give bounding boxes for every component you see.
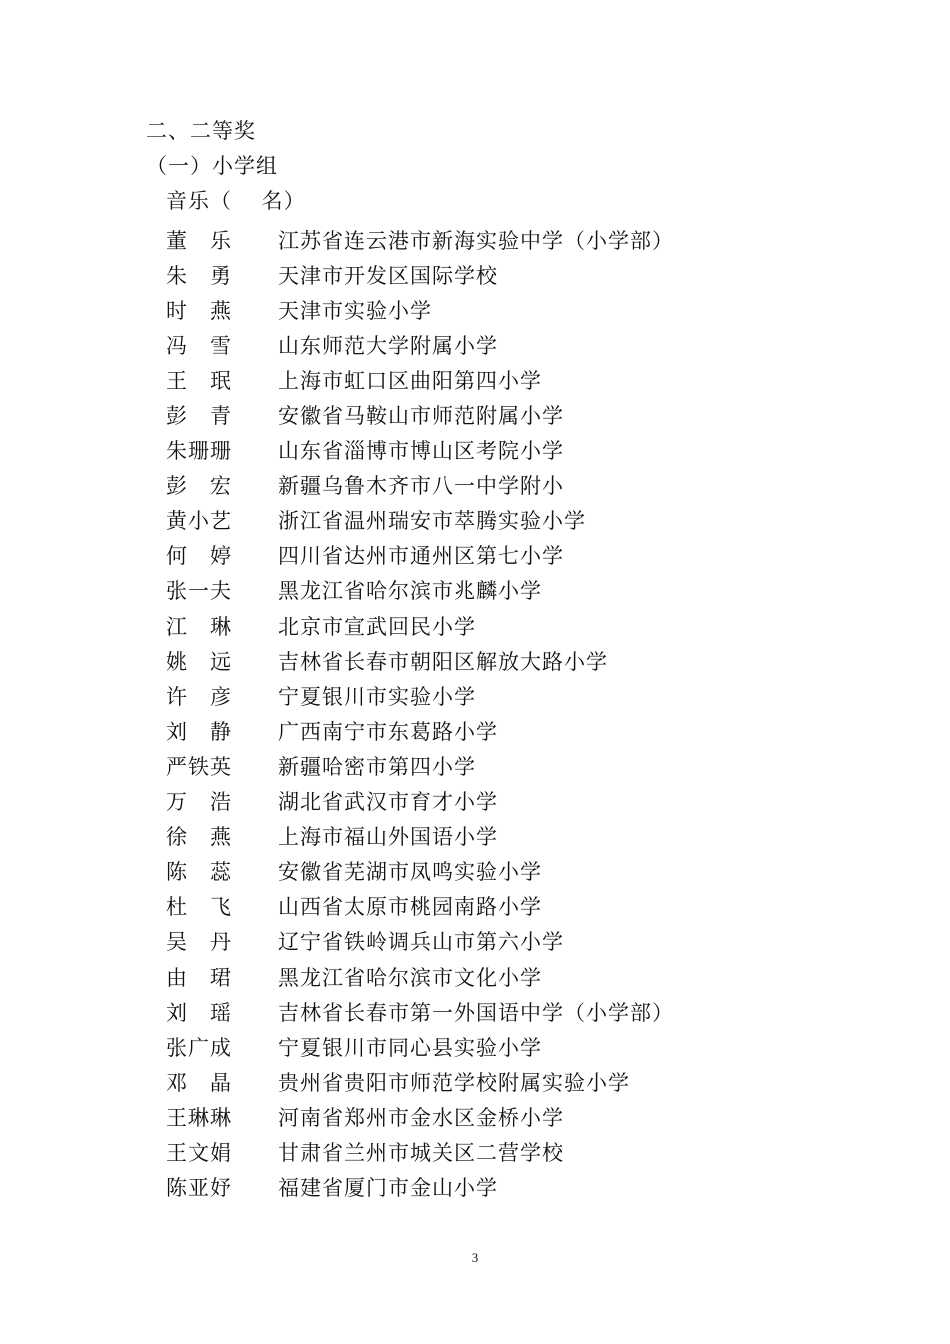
list-item xyxy=(166,678,674,713)
list-item xyxy=(166,1029,674,1064)
winner-school: 新疆乌鲁木齐市八一中学附小 xyxy=(278,474,564,499)
winner-name: 由 珺 xyxy=(166,965,232,990)
winner-school: 浙江省温州瑞安市萃腾实验小学 xyxy=(278,509,586,534)
list-item xyxy=(166,1064,674,1099)
winner-name: 黄小艺 xyxy=(166,509,232,534)
list-item xyxy=(166,362,674,397)
list-item xyxy=(166,889,674,924)
winner-name: 陈亚妤 xyxy=(166,1176,232,1201)
list-item xyxy=(166,327,674,362)
list-item xyxy=(166,573,674,608)
winner-name: 刘 瑶 xyxy=(166,1000,232,1025)
winner-school: 四川省达州市通州区第七小学 xyxy=(278,544,564,569)
winner-name: 王琳琳 xyxy=(166,1105,232,1130)
winner-name: 姚 远 xyxy=(166,649,232,674)
winner-school: 江苏省连云港市新海实验中学（小学部） xyxy=(278,228,674,253)
list-item xyxy=(166,1170,674,1205)
winner-school: 甘肃省兰州市城关区二营学校 xyxy=(278,1140,564,1165)
winner-school: 上海市虹口区曲阳第四小学 xyxy=(278,368,542,393)
list-item xyxy=(166,819,674,854)
list-item xyxy=(166,433,674,468)
list-item xyxy=(166,292,674,327)
winner-name: 冯 雪 xyxy=(166,333,232,358)
winner-school: 天津市实验小学 xyxy=(278,298,432,323)
winner-school: 安徽省芜湖市凤鸣实验小学 xyxy=(278,860,542,885)
winner-name: 陈 蕊 xyxy=(166,860,232,885)
list-item xyxy=(166,397,674,432)
list-item xyxy=(166,503,674,538)
page-number: 3 xyxy=(471,1250,479,1265)
award-list xyxy=(166,222,674,1205)
winner-name: 邓 晶 xyxy=(166,1070,232,1095)
list-item xyxy=(166,222,674,257)
list-item xyxy=(166,257,674,292)
award-heading: 二、二等奖 xyxy=(146,119,256,143)
winner-name: 朱 勇 xyxy=(166,263,232,288)
winner-school: 福建省厦门市金山小学 xyxy=(278,1176,498,1201)
winner-school: 吉林省长春市朝阳区解放大路小学 xyxy=(278,649,608,674)
list-item xyxy=(166,924,674,959)
winner-name: 江 琳 xyxy=(166,614,232,639)
winner-school: 山东师范大学附属小学 xyxy=(278,333,498,358)
winner-name: 董 乐 xyxy=(166,228,232,253)
winner-school: 河南省郑州市金水区金桥小学 xyxy=(278,1105,564,1130)
winner-school: 黑龙江省哈尔滨市兆麟小学 xyxy=(278,579,542,604)
winner-school: 北京市宣武回民小学 xyxy=(278,614,476,639)
winner-school: 新疆哈密市第四小学 xyxy=(278,754,476,779)
list-item xyxy=(166,748,674,783)
winner-school: 宁夏银川市同心县实验小学 xyxy=(278,1035,542,1060)
winner-school: 辽宁省铁岭调兵山市第六小学 xyxy=(278,930,564,955)
list-item xyxy=(166,468,674,503)
winner-name: 张一夫 xyxy=(166,579,232,604)
winner-name: 时 燕 xyxy=(166,298,232,323)
winner-name: 王文娟 xyxy=(166,1140,232,1165)
winner-school: 天津市开发区国际学校 xyxy=(278,263,498,288)
winner-school: 山西省太原市桃园南路小学 xyxy=(278,895,542,920)
winner-school: 湖北省武汉市育才小学 xyxy=(278,790,498,815)
winner-name: 张广成 xyxy=(166,1035,232,1060)
list-item xyxy=(166,608,674,643)
winner-name: 何 婷 xyxy=(166,544,232,569)
list-item xyxy=(166,538,674,573)
winner-name: 刘 静 xyxy=(166,719,232,744)
winner-school: 上海市福山外国语小学 xyxy=(278,825,498,850)
subject-heading: 音乐（ 名） xyxy=(166,189,306,213)
list-item xyxy=(166,1134,674,1169)
list-item xyxy=(166,959,674,994)
winner-name: 严铁英 xyxy=(166,754,232,779)
winner-school: 山东省淄博市博山区考院小学 xyxy=(278,439,564,464)
winner-name: 彭 宏 xyxy=(166,474,232,499)
winner-name: 万 浩 xyxy=(166,790,232,815)
winner-school: 吉林省长春市第一外国语中学（小学部） xyxy=(278,1000,674,1025)
winner-name: 徐 燕 xyxy=(166,825,232,850)
winner-school: 贵州省贵阳市师范学校附属实验小学 xyxy=(278,1070,630,1095)
list-item xyxy=(166,784,674,819)
winner-name: 王 珉 xyxy=(166,368,232,393)
group-heading: （一）小学组 xyxy=(146,154,278,178)
winner-name: 杜 飞 xyxy=(166,895,232,920)
list-item xyxy=(166,1099,674,1134)
winner-school: 宁夏银川市实验小学 xyxy=(278,684,476,709)
winner-name: 彭 青 xyxy=(166,404,232,429)
winner-school: 黑龙江省哈尔滨市文化小学 xyxy=(278,965,542,990)
list-item xyxy=(166,713,674,748)
winner-school: 广西南宁市东葛路小学 xyxy=(278,719,498,744)
list-item xyxy=(166,994,674,1029)
list-item xyxy=(166,854,674,889)
list-item xyxy=(166,643,674,678)
winner-name: 许 彦 xyxy=(166,684,232,709)
winner-name: 朱珊珊 xyxy=(166,439,232,464)
winner-name: 吴 丹 xyxy=(166,930,232,955)
winner-school: 安徽省马鞍山市师范附属小学 xyxy=(278,404,564,429)
